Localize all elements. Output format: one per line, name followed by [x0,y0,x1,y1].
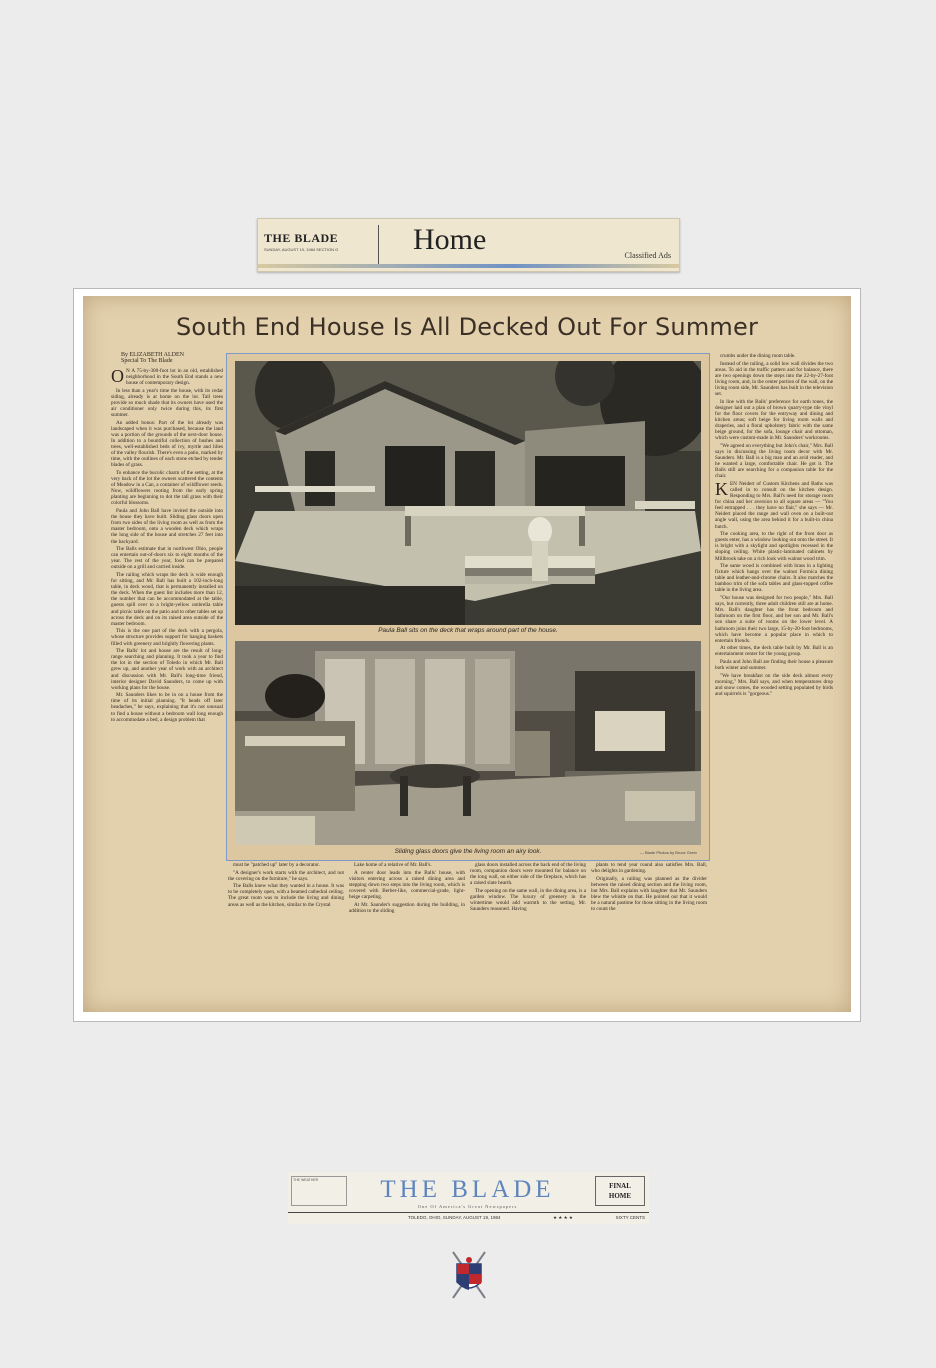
masthead-price: SIXTY CENTS [615,1215,645,1220]
living-room-photo-image [235,641,701,845]
paragraph: A center door leads into the Balls' house, with visitors entering across a raised dining area and stepping down two steps into the living room, which is covered with Berber-like, commercial-grade, light-beige carpeting. [349,869,465,900]
article-column-6 [715,353,833,993]
masthead-title: THE BLADE [380,1176,555,1203]
section-dateline: SUNDAY, AUGUST 19, 1984 SECTION G [264,247,339,252]
paragraph: To enhance the bucolic charm of the setting, at the very back of the lot the owners scattered the contents of Meadow in a Can, a container of wildflower seeds. Now, wildflowers rooting from the early spring planting are beginning to dot the tall grass with their colorful blossoms. [111,470,223,507]
photo-box [226,353,710,861]
masthead-edition-box [595,1176,645,1206]
paragraph: plants to tend year round also satisfies Mrs. Ball, who delights in gardening. [591,862,707,875]
masthead-dateline [288,1214,649,1222]
deck-photo [235,361,701,625]
article-column-3 [349,862,465,992]
paragraph: "We agreed on everything but John's chair," Mrs. Ball says in discussing the living room decor with Mr. Saunders. Mr. Ball is a big man and an avid reader, and he wanted a large, comfortable chair. He got it. The Balls still are searching for a companion table for the chair. [715,442,833,480]
paragraph: Paula and John Ball are finding their house a pleasure both winter and summer. [715,659,833,672]
byline-special: Special To The Blade [121,358,173,364]
masthead [288,1172,649,1224]
photo-credit: — Blade Photos by Bruce Greer [639,850,697,855]
paragraph: Lake home of a relative of Mr. Ball's. [354,862,432,868]
paragraph: The same wood is combined with brass in a lighting fixture which hangs over the walnut Formica dining table and leather-and-chrome chairs. It also matches the bamboo trim of the sofa tables and glass-topped coffee table in the living area. [715,563,833,594]
byline [121,352,184,364]
paragraph: Paula and John Ball have invited the outside into the house they have built. Sliding glass doors open from two sides of the living room as well as from the master bedroom, onto a wooden deck which wraps the long side of the house and stretches 27 feet into the backyard. [111,508,223,545]
paragraph: The cooking area, to the right of the front door as guests enter, has a window looking out onto the street. It is bright with a skylight and spotlights recessed in the sloping ceiling. White plastic-laminated cabinets by Millbrook take on a rich look with walnut wood trim. [715,531,833,562]
paragraph: The opening on the same wall, in the dining area, is a garden window. The luxury of greenery in the wintertime would add warmth to the setting, Mr. Saunders reasoned. Having [470,887,586,913]
masthead-rule [288,1212,649,1213]
photo-caption-top: Paula Ball sits on the deck that wraps around part of the house. [378,627,558,634]
section-paper-name: THE BLADE [264,231,339,245]
article-column-2 [228,862,344,992]
section-header-clipping [257,218,680,272]
paragraph: "We have breakfast on the side deck almost every morning," Mrs. Ball says, and when temperatures drop and snow comes, the wooded setting populated by birds and squirrels is "gorgeous." [715,672,833,697]
paragraph: O N A 75-by-300-foot lot in an old, established neighborhood in the South End stands a new house of contemporary design. [111,368,223,387]
paragraph: The railing which wraps the deck is wide enough for sitting, and Mr. Ball has built a 102-inch-long table, in deck wood, that is permanently installed on the deck. When the guest list includes more than 12, the number that can be accommodated at the table, guests spill over to a bright-yellow umbrella table and picnic table on the patio and to other tables set up across the deck and on its raised area outside of the master bedroom. [111,572,223,627]
edition-line-2: HOME [608,1192,632,1200]
paragraph: The Balls knew what they wanted in a house. It was to be completely open, with a beamed cathedral ceiling. The great room was to include the living and dining areas as well as the kitchen, similar to the Crystal [228,883,344,908]
article-column-5 [591,862,707,992]
article-clipping [83,296,851,1012]
byline-author: By ELIZABETH ALDEN [121,352,184,358]
deck-photo-image [235,361,701,625]
paragraph: The Balls estimate that in northwest Ohio, people can entertain out-of-doors six to eight months of the year. The rest of the year, food can be prepared outside on a grill and carried inside. [111,546,223,571]
section-title: Home [413,223,487,256]
edition-line-1: FINAL [609,1182,631,1190]
paragraph: At Mr. Saunder's suggestion during the building, in addition to the sliding [349,901,465,914]
paragraph: In less than a year's time the house, with its cedar siding, already is at home on the lot. Tall trees provide so much shade that its owners have used the air conditioner only twice during this, its first summer. [111,387,223,419]
paragraph: Mr. Saunders likes to be in on a house from the time of its initial planning. "It heads off later headaches," he says, explaining that it's not unusual to find a house without a bedroom wall long enough to accommodate a bed, a design problem that [111,692,223,723]
masthead-tagline: One Of America's Great Newspapers [417,1204,518,1209]
masthead-stars: ★ ★ ★ ★ [553,1215,573,1220]
color-bar [258,264,679,268]
paragraph: In line with the Balls' preference for earth tones, the designer laid out a plan of brown quarry-type tile vinyl for the floor covers for the entryway and dining and kitchen areas; soft beige for living room walls and draperies, and a floral upholstery fabric with the same beige ground, for the sofa, lounge chair and ottoman, which were custom-made in Mr. Saunders' workrooms. [715,398,833,442]
drop-cap: K [715,478,728,499]
paragraph: An added bonus: Part of the lot already was landscaped when it was purchased, because the land was a portion of the grounds of the next-door house. In addition to a bountiful collection of bushes and trees, well-established beds of ivy, myrtle and lilies of the valley flourish. There's even a patio, marked by time, with the outlines of each stone etched by tender blades of grass. [111,419,223,469]
paragraph: The Balls' lot and house are the result of long-range searching and planning. It took a year to find the lot in the section of Toledo in which Mr. Ball grew up, and another year of work with an architect and discussion with Mr. Ball's long-time friend, interior designer David Saunders, to come up with working plans for the house. [111,648,223,691]
article-column-1 [111,368,223,992]
article-column-4 [470,862,586,992]
crest-icon [447,1248,491,1304]
mat-frame [73,288,861,1022]
article-headline: South End House Is All Decked Out For Summer [175,313,759,341]
paragraph: glass doors installed across the back end of the living room, companion doors were mounted for balance on the long wall, on either side of the fireplace, which has a raised slate hearth. [470,862,586,887]
paragraph: "Our house was designed for two people," Mrs. Ball says, but currently, three adult children still are at home. Mrs. Ball's daughter has the front bedroom and bathroom on the first floor, and her son and Mr. Ball's son share a suite of rooms on the lower level. A bathroom joins their two large, 15-by-20-foot bedrooms, which have become a popular place in which to entertain friends. [715,595,833,644]
paragraph: Originally, a railing was planned as the divider between the raised dining section and the living room, but Mrs. Ball explains with laughter that Mr. Saunders blew the whistle on that. He pointed out that it would be a natural pastime for those sitting in the living room to count the [591,875,707,913]
paragraph: This is the one part of the deck with a pergola, whose structure provides support for hanging baskets filled with greenery and brightly flowering plants. [111,628,223,647]
paragraph: At other times, the deck table built by Mr. Ball is an entertainment center for the young group. [715,645,833,658]
masthead-date: TOLEDO, OHIO, SUNDAY, AUGUST 19, 1984 [408,1215,501,1220]
drop-cap: O [111,368,124,386]
section-tag: Classified Ads [624,251,671,260]
paragraph: Instead of the railing, a solid low wall divides the two areas. To aid in the traffic pattern and for balance, there are two openings down the steps into the 22-by-27-foot living room, and, in the center portion of the wall, on the living room side, Mr. Saunders has built in the television set. [715,360,833,398]
paragraph: KEN Neidert of Custom Kitchens and Baths was called in to consult on the kitchen design. Responding to Mrs. Ball's need for storage room for china and her aversion to all square areas — "You feel entrapped . . . they have no flair," she says — Mr. Neidert placed the range and wall oven on a built-out angle wall, using the area behind it for a built-in china hutch. [715,478,833,530]
paragraph: "A designer's work starts with the architect, and not the covering on the furniture," he says. [228,869,344,882]
masthead-weather-box: THE WEATHER [291,1176,347,1206]
paragraph: crumbs under the dining room table. [720,353,796,359]
living-room-photo [235,641,701,845]
paragraph: must be "patched up" later by a decorator. [233,862,320,868]
divider [378,225,379,265]
photo-caption-bottom: Sliding glass doors give the living room an airy look. [394,848,542,855]
